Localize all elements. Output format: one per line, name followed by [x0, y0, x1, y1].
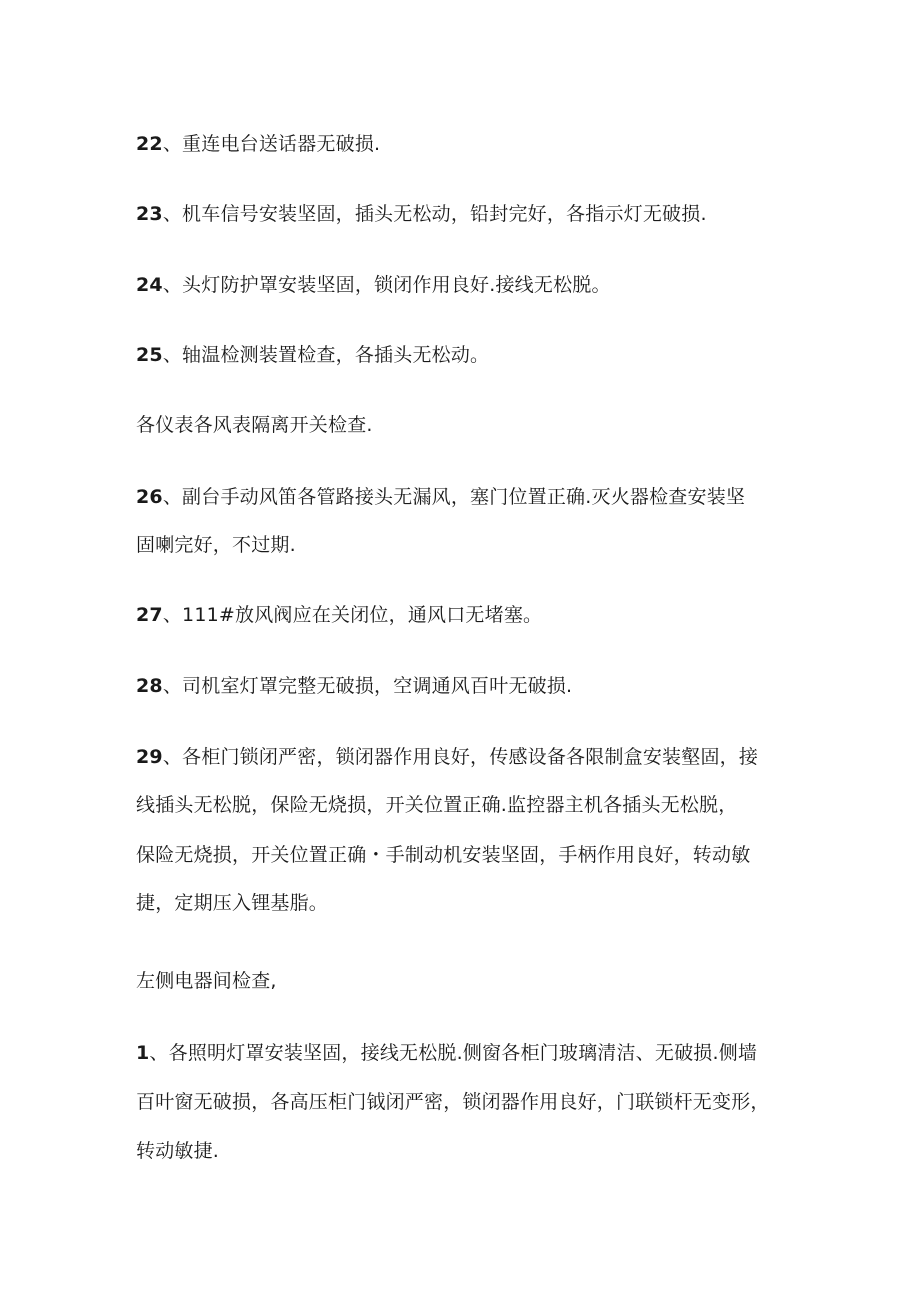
item-27	[136, 603, 816, 627]
section-heading-left-electrical-room	[136, 969, 816, 993]
item-29-continued-1	[136, 793, 816, 817]
item-number: 27	[136, 604, 163, 626]
item-text: 副台手动风笛各管路接头无漏风，塞门位置正确.灭火器检查安装坚	[182, 486, 746, 508]
item-1-continued-1	[136, 1090, 816, 1114]
item-25	[136, 343, 816, 367]
item-number: 23	[136, 203, 163, 225]
item-separator: 、	[162, 203, 183, 225]
item-26	[136, 485, 816, 509]
item-separator: 、	[162, 133, 183, 155]
item-22	[136, 132, 816, 156]
item-text: 111#放风阀应在关闭位，通风口无堵塞。	[182, 604, 543, 626]
item-number: 29	[136, 746, 163, 768]
item-23	[136, 202, 816, 226]
item-text: 捷，定期压入锂基脂。	[136, 892, 329, 914]
item-28	[136, 674, 816, 698]
item-separator: 、	[162, 604, 183, 626]
item-26-continued	[136, 533, 816, 557]
item-text: 左侧电器间检查,	[136, 970, 277, 992]
item-29-continued-3	[136, 891, 816, 915]
item-number: 26	[136, 486, 163, 508]
item-separator: 、	[162, 344, 183, 366]
item-text: 转动敏捷.	[136, 1140, 220, 1162]
item-29-continued-2	[136, 843, 816, 867]
item-separator: 、	[162, 746, 183, 768]
item-1-continued-2	[136, 1139, 816, 1163]
item-24	[136, 273, 816, 297]
item-text: 线插头无松脱，保险无烧损，开关位置正确.监控器主机各插头无松脱，	[136, 794, 738, 816]
item-separator: 、	[162, 274, 183, 296]
item-text: 重连电台送话器无破损.	[182, 133, 381, 155]
item-number: 25	[136, 344, 163, 366]
item-number: 24	[136, 274, 163, 296]
item-text: 各照明灯罩安装坚固，接线无松脱.侧窗各柜门玻璃清洁、无破损.侧墙	[168, 1042, 758, 1064]
section-note	[136, 413, 816, 437]
item-separator: 、	[149, 1042, 169, 1064]
item-29	[136, 745, 816, 769]
item-text: 百叶窗无破损，各高压柜门钺闭严密，锁闭器作用良好，门联锁杆无变形，	[136, 1091, 770, 1113]
item-text: 轴温检测装置检查，各插头无松动。	[182, 344, 490, 366]
item-number: 22	[136, 133, 163, 155]
item-number: 1	[136, 1042, 150, 1064]
item-text: 固喇完好，不过期.	[136, 534, 296, 556]
item-text: 头灯防护罩安装坚固，锁闭作用良好.接线无松脱。	[182, 274, 611, 296]
item-text: 机车信号安装坚固，插头无松动，铅封完好，各指示灯无破损.	[182, 203, 707, 225]
item-separator: 、	[162, 675, 183, 697]
item-text: 司机室灯罩完整无破损，空调通风百叶无破损.	[182, 675, 573, 697]
item-text: 各柜门锁闭严密，锁闭器作用良好，传感设备各限制盒安装壑固，接	[182, 746, 759, 768]
item-1	[136, 1041, 816, 1065]
item-number: 28	[136, 675, 163, 697]
item-text: 各仪表各风表隔离开关检查.	[136, 414, 373, 436]
item-separator: 、	[162, 486, 183, 508]
item-text: 保险无烧损，开关位置正确・手制动机安装坚固，手柄作用良好，转动敏	[136, 844, 751, 866]
